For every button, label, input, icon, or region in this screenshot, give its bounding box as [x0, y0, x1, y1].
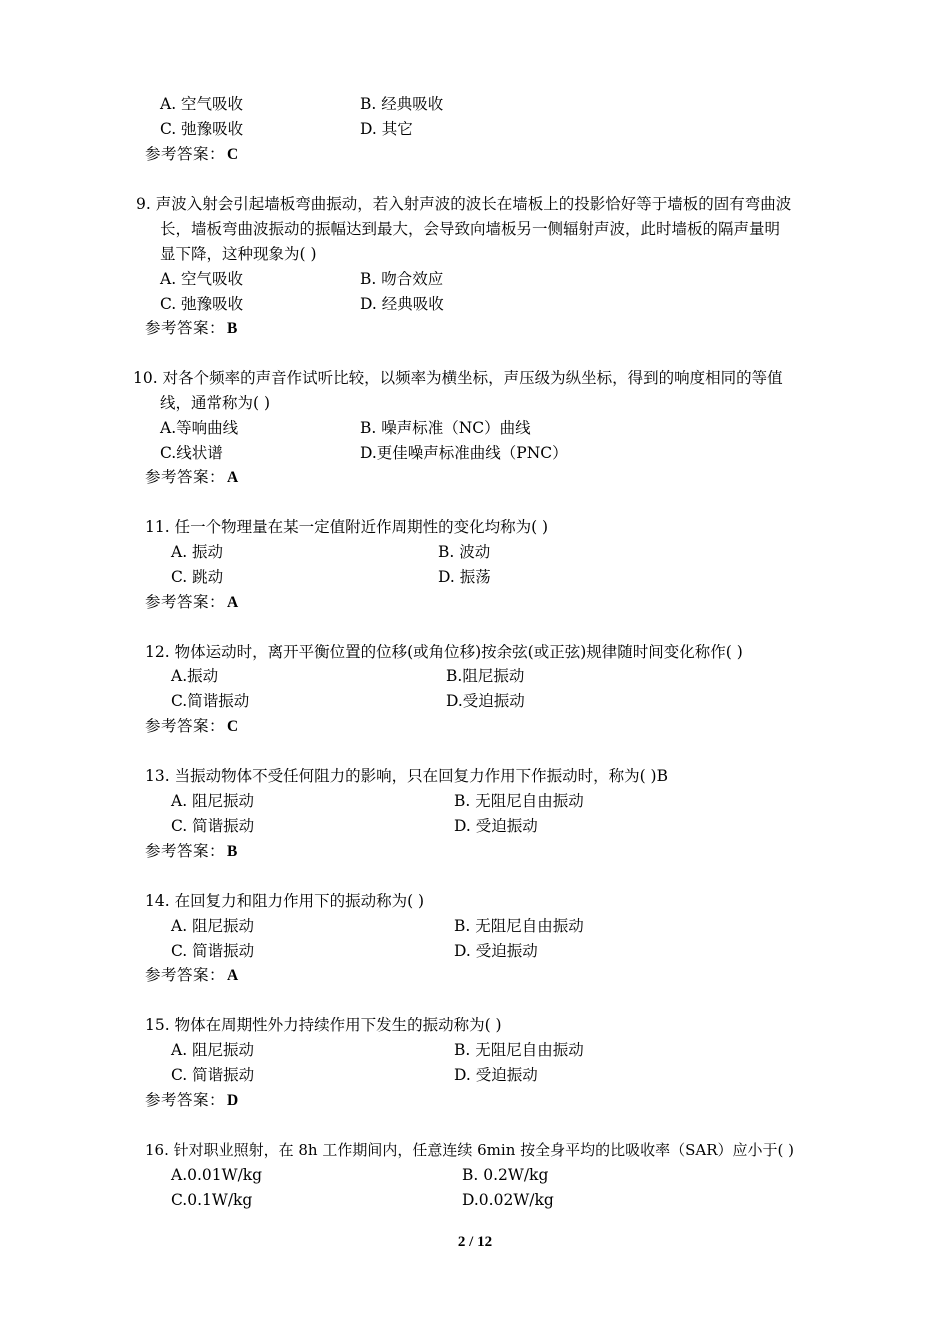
q15-option-d: D. 受迫振动: [454, 1066, 538, 1084]
q8-option-a: A. 空气吸收: [160, 95, 244, 113]
q9-option-d: D. 经典吸收: [360, 295, 444, 313]
q9-stem-line-2: 长，墙板弯曲波振动的振幅达到最大，会导致向墙板另一侧辐射声波，此时墙板的隔声量明: [160, 220, 781, 238]
answer-label: 参考答案：: [145, 1091, 226, 1109]
q9-option-a: A. 空气吸收: [160, 270, 244, 288]
q11-option-b: B. 波动: [438, 543, 491, 561]
q13-option-a: A. 阻尼振动: [171, 792, 255, 810]
q9-option-b: B. 吻合效应: [360, 270, 444, 288]
q12-option-d: D.受迫振动: [446, 692, 525, 710]
q10-stem-line-2: 线，通常称为( ): [160, 394, 271, 412]
q14-option-b: B. 无阻尼自由振动: [454, 917, 584, 935]
answer-label: 参考答案：: [145, 468, 226, 486]
q9-stem-line-3: 显下降，这种现象为( ): [160, 245, 317, 263]
q14-option-c: C. 简谐振动: [171, 942, 255, 960]
q10-option-d: D.更佳噪声标准曲线（PNC）: [360, 444, 568, 462]
answer-label: 参考答案：: [145, 145, 226, 163]
q16-option-b: B. 0.2W/kg: [462, 1166, 549, 1184]
q16-option-a: A.0.01W/kg: [171, 1166, 263, 1184]
q15-option-a: A. 阻尼振动: [171, 1041, 255, 1059]
answer-value: A: [227, 469, 239, 486]
q11-option-c: C. 跳动: [171, 568, 224, 586]
q10-option-c: C.线状谱: [160, 444, 223, 462]
q11-option-a: A. 振动: [171, 543, 224, 561]
q11-option-d: D. 振荡: [438, 568, 491, 586]
q12-stem: 12. 物体运动时，离开平衡位置的位移(或角位移)按余弦(或正弦)规律随时间变化称作( ): [145, 643, 743, 661]
answer-label: 参考答案：: [145, 842, 226, 860]
q11-answer: [145, 592, 238, 613]
q13-option-b: B. 无阻尼自由振动: [454, 792, 584, 810]
q8-option-c: C. 弛豫吸收: [160, 120, 244, 138]
q12-option-c: C.简谐振动: [171, 692, 250, 710]
q12-option-a: A.振动: [171, 667, 219, 685]
q9-option-c: C. 弛豫吸收: [160, 295, 244, 313]
q13-option-d: D. 受迫振动: [454, 817, 538, 835]
q13-stem: 13. 当振动物体不受任何阻力的影响，只在回复力作用下作振动时，称为( )B: [145, 767, 668, 785]
q9-stem-line-1: 9. 声波入射会引起墙板弯曲振动，若入射声波的波长在墙板上的投影恰好等于墙板的固有弯曲波: [136, 195, 792, 213]
answer-value: C: [227, 146, 239, 163]
answer-value: A: [227, 967, 239, 984]
q10-answer: [145, 467, 238, 488]
q14-stem: 14. 在回复力和阻力作用下的振动称为( ): [145, 892, 425, 910]
answer-value: B: [227, 843, 238, 860]
q15-option-c: C. 简谐振动: [171, 1066, 255, 1084]
q12-option-b: B.阻尼振动: [446, 667, 525, 685]
q10-stem-line-1: 10. 对各个频率的声音作试听比较，以频率为横坐标，声压级为纵坐标，得到的响度相同的等值: [133, 369, 783, 387]
answer-value: D: [227, 1092, 239, 1109]
page-number: 2 / 12: [457, 1234, 493, 1250]
answer-label: 参考答案：: [145, 717, 226, 735]
q14-option-a: A. 阻尼振动: [171, 917, 255, 935]
q10-option-a: A.等响曲线: [160, 419, 239, 437]
q12-answer: [145, 716, 238, 737]
q14-answer: [145, 965, 238, 986]
q11-stem: 11. 任一个物理量在某一定值附近作周期性的变化均称为( ): [145, 518, 549, 536]
q16-option-d: D.0.02W/kg: [462, 1191, 554, 1209]
q15-answer: [145, 1090, 238, 1111]
q15-option-b: B. 无阻尼自由振动: [454, 1041, 584, 1059]
q10-option-b: B. 噪声标准（NC）曲线: [360, 419, 531, 437]
q9-answer: [145, 318, 237, 339]
answer-label: 参考答案：: [145, 966, 226, 984]
answer-value: A: [227, 594, 239, 611]
answer-label: 参考答案：: [145, 319, 226, 337]
q16-option-c: C.0.1W/kg: [171, 1191, 253, 1209]
q13-option-c: C. 简谐振动: [171, 817, 255, 835]
q8-answer: [145, 144, 238, 165]
answer-value: C: [227, 718, 239, 735]
answer-value: B: [227, 320, 238, 337]
answer-label: 参考答案：: [145, 593, 226, 611]
q8-option-d: D. 其它: [360, 120, 413, 138]
q8-option-b: B. 经典吸收: [360, 95, 444, 113]
q16-stem: 16. 针对职业照射，在 8h 工作期间内，任意连续 6min 按全身平均的比吸收率（SAR）应小于( ): [145, 1141, 795, 1159]
q15-stem: 15. 物体在周期性外力持续作用下发生的振动称为( ): [145, 1016, 502, 1034]
q14-option-d: D. 受迫振动: [454, 942, 538, 960]
q13-answer: [145, 841, 237, 862]
